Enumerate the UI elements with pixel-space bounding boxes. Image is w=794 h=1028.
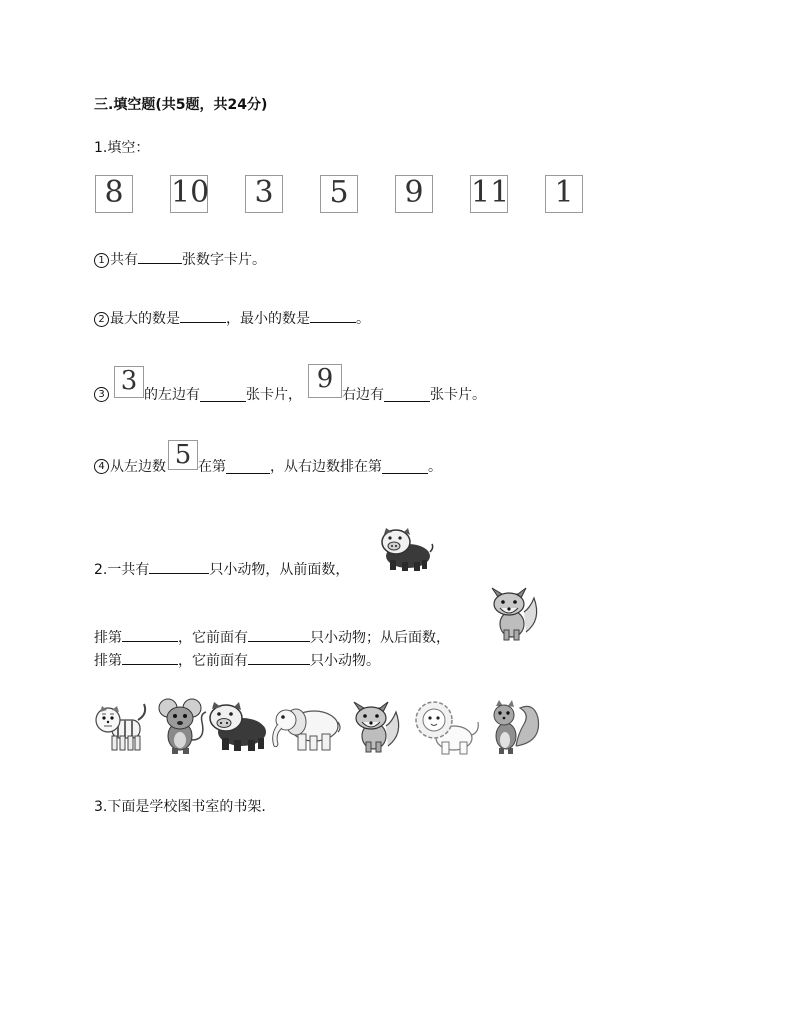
question-1-sub-1: [94, 249, 266, 269]
sub4-text-b: 在第: [198, 459, 226, 475]
q2-text: 排第: [94, 653, 122, 669]
answer-blank[interactable]: [122, 627, 178, 642]
sub2-text-b: ，最小的数是: [226, 311, 310, 327]
inline-number-card: 5: [168, 440, 198, 470]
lion-icon: [412, 696, 482, 756]
number-card: 8: [95, 175, 133, 213]
question-2-line-1: [94, 559, 349, 579]
question-1-sub-2: [94, 308, 370, 328]
q2-text: 只小动物，从前面数，: [209, 562, 350, 578]
answer-blank[interactable]: [138, 249, 182, 264]
sub2-text-a: 最大的数是: [110, 311, 180, 327]
number-card: 3: [245, 175, 283, 213]
circled-number: 2: [94, 312, 109, 327]
inline-number-card: 3: [114, 366, 144, 398]
fox-icon: [346, 696, 406, 754]
sub4-text-d: 。: [428, 459, 442, 475]
question-2-line-3: [94, 650, 380, 670]
sub3-text-a: 的左边有: [144, 387, 200, 403]
sub3-text-d: 张卡片。: [430, 387, 486, 403]
pig-icon: [378, 526, 434, 572]
q2-text: 排第: [94, 630, 122, 646]
q2-text: 只小动物。: [310, 653, 380, 669]
number-card: 1: [545, 175, 583, 213]
tiger-icon: [94, 700, 152, 754]
sub4-text-c: ，从右边数排在第: [270, 459, 382, 475]
q2-text: ，它前面有: [178, 630, 248, 646]
q2-text: 只小动物；从后面数，: [310, 630, 450, 646]
answer-blank[interactable]: [310, 308, 356, 323]
number-card: 11: [470, 175, 508, 213]
fox-icon: [486, 582, 544, 642]
mouse-icon: [156, 696, 208, 756]
sub4-text-a: 从左边数: [110, 459, 166, 475]
q2-text: 2.一共有: [94, 562, 150, 578]
squirrel-icon: [484, 698, 544, 756]
circled-number: 3: [94, 387, 109, 402]
number-card: 10: [170, 175, 208, 213]
answer-blank[interactable]: [248, 627, 310, 642]
sub1-text-b: 张数字卡片。: [182, 252, 266, 268]
circled-number: 1: [94, 253, 109, 268]
answer-blank[interactable]: [200, 387, 246, 402]
answer-blank[interactable]: [122, 650, 178, 665]
answer-blank[interactable]: [382, 459, 428, 474]
number-card: 5: [320, 175, 358, 213]
q2-text: ，它前面有: [178, 653, 248, 669]
section-title: 三.填空题(共5题，共24分): [94, 97, 268, 113]
question-1-sub-3: [94, 364, 486, 404]
inline-number-card: 9: [308, 364, 342, 398]
answer-blank[interactable]: [248, 650, 310, 665]
answer-blank[interactable]: [149, 559, 209, 574]
sub3-text-b: 张卡片，: [246, 387, 302, 403]
elephant-icon: [268, 700, 342, 752]
sub1-text-a: 共有: [110, 252, 138, 268]
question-3-label: 3.下面是学校图书室的书架.: [94, 799, 266, 815]
answer-blank[interactable]: [384, 387, 430, 402]
answer-blank[interactable]: [226, 459, 270, 474]
question-1-sub-4: [94, 440, 442, 476]
question-2-line-2: [94, 627, 450, 647]
sub2-text-c: 。: [356, 311, 370, 327]
sub3-text-c: 右边有: [342, 387, 384, 403]
number-card: 9: [395, 175, 433, 213]
pig-icon: [206, 700, 268, 752]
answer-blank[interactable]: [180, 308, 226, 323]
circled-number: 4: [94, 459, 109, 474]
question-1-label: 1.填空：: [94, 140, 150, 156]
